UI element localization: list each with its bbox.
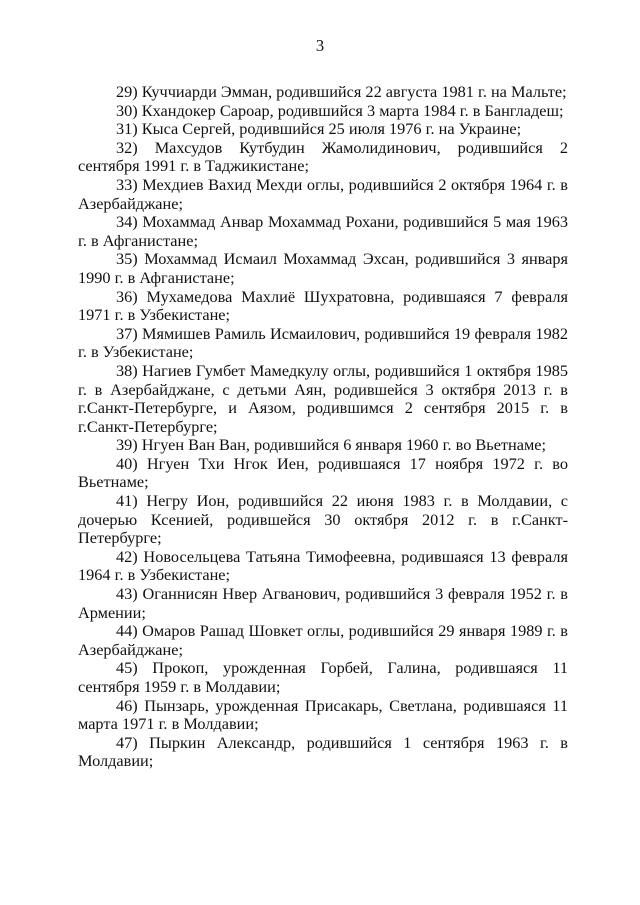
- list-item: 39) Нгуен Ван Ван, родившийся 6 января 1960 г. во Вьетнаме;: [116, 435, 547, 455]
- list-item: 31) Кыса Сергей, родившийся 25 июля 1976 г. на Украине;: [116, 119, 522, 139]
- list-item: 30) Кхандокер Сароар, родившийся 3 марта 1984 г. в Бангладеш;: [116, 100, 564, 120]
- list-item: 41) Негру Ион, родившийся 22 июня 1983 г. в Молдавии, с дочерью Ксенией, родившейся 30 октября 2012 г. в г.Санкт-Петербурге;: [78, 491, 568, 548]
- list-item: 36) Мухамедова Махлиё Шухратовна, родившаяся 7 февраля 1971 г. в Узбекистане;: [78, 286, 568, 325]
- list-item: 46) Пынзарь, урожденная Присакарь, Светлана, родившаяся 11 марта 1971 г. в Молдавии;: [78, 695, 568, 734]
- list-item: 33) Мехдиев Вахид Мехди оглы, родившийся 2 октября 1964 г. в Азербайджане;: [78, 174, 568, 213]
- list-item: 42) Новосельцева Татьяна Тимофеевна, родившаяся 13 февраля 1964 г. в Узбекистане;: [78, 546, 568, 585]
- list-item: 34) Мохаммад Анвар Мохаммад Рохани, родившийся 5 мая 1963 г. в Афганистане;: [78, 212, 568, 250]
- list-item: 45) Прокоп, урожденная Горбей, Галина, родившаяся 11 сентября 1959 г. в Молдавии;: [78, 658, 568, 696]
- list-item: 47) Пыркин Александр, родившийся 1 сентября 1963 г. в Молдавии;: [78, 732, 568, 771]
- page-number: 3: [315, 36, 325, 55]
- list-item: 32) Махсудов Кутбудин Жамолидинович, родившийся 2 сентября 1991 г. в Таджикистане;: [78, 137, 568, 176]
- list-item: 38) Нагиев Гумбет Мамедкулу оглы, родившийся 1 октября 1985 г. в Азербайджане, с детьми Аян, родившейся 3 октября 2013 г. в г.Санкт-Петербурге, и Аязом, родившимся 2 сентября 2015 г. в г.Санкт-Петербурге;: [78, 360, 568, 436]
- list-item: 40) Нгуен Тхи Нгок Иен, родившаяся 17 ноября 1972 г. во Вьетнаме;: [78, 453, 568, 492]
- list-item: 44) Омаров Рашад Шовкет оглы, родившийся 29 января 1989 г. в Азербайджане;: [78, 621, 568, 659]
- entry-list: [78, 83, 568, 771]
- list-item: 43) Оганнисян Нвер Агванович, родившийся 3 февраля 1952 г. в Армении;: [78, 584, 568, 622]
- list-item: 35) Мохаммад Исмаил Мохаммад Эхсан, родившийся 3 января 1990 г. в Афганистане;: [78, 249, 568, 287]
- list-item: 37) Мямишев Рамиль Исмаилович, родившийся 19 февраля 1982 г. в Узбекистане;: [78, 323, 568, 362]
- list-item: 29) Куччиарди Эмман, родившийся 22 августа 1981 г. на Мальте;: [116, 82, 567, 101]
